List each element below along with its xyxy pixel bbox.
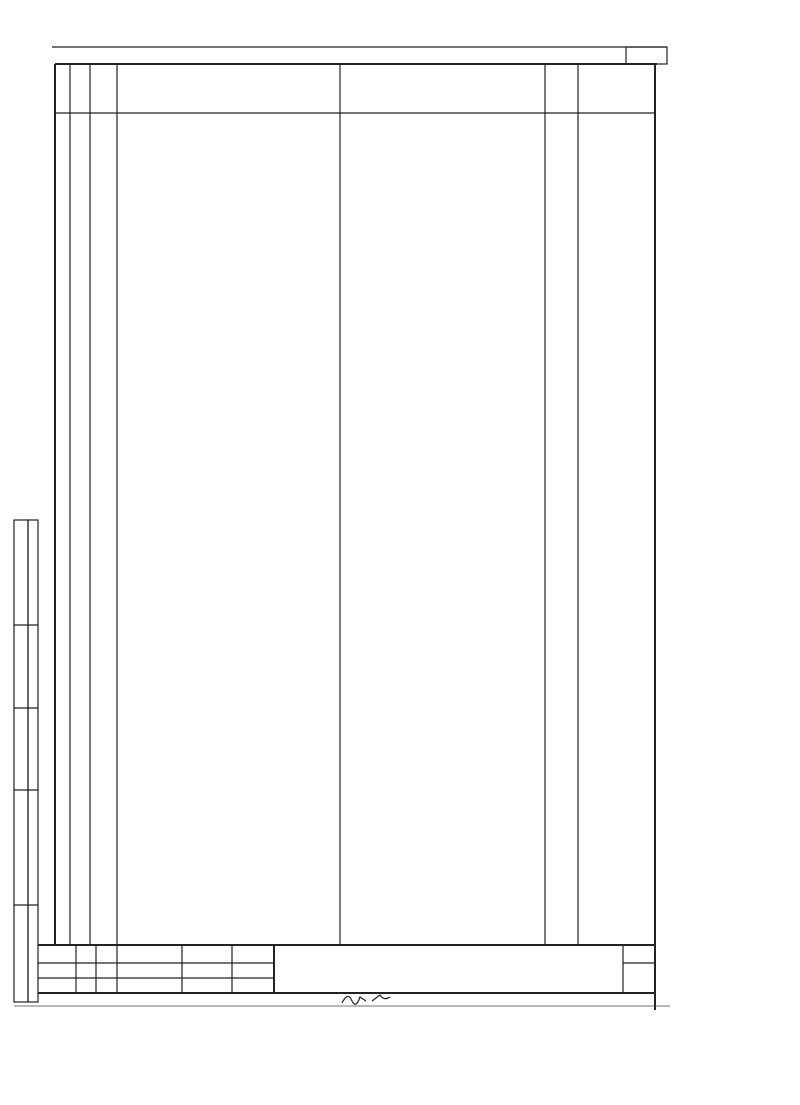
copier-signature	[342, 995, 390, 1004]
sheet-number-box	[52, 47, 667, 64]
side-stamp	[14, 520, 38, 1002]
footer	[14, 995, 670, 1006]
title-block	[38, 945, 655, 993]
table-frame	[55, 64, 657, 1010]
